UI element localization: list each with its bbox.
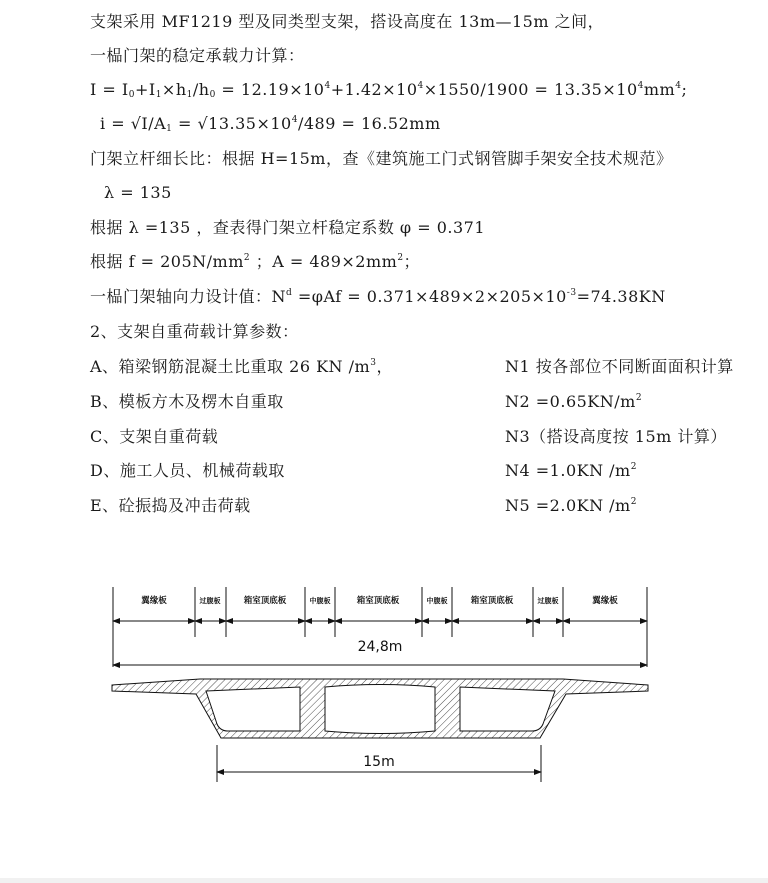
box-girder-cross-section-diagram [100, 585, 660, 785]
section-heading: 2、支架自重荷载计算参数： [90, 322, 299, 341]
formula-moment-of-inertia: $I = I_0+I_1\times h_1/h_0 = 12.19\times 10^4+1.42\times 10^4\times 1550/1900 = 13.35\times 10^4mm^4$; [90, 80, 688, 100]
zone-label: 箱室顶底板 [356, 596, 400, 606]
zone-label: 中腹板 [309, 597, 331, 605]
overall-width-label: 24,8m [357, 639, 403, 655]
load-row: E、砼振捣及冲击荷载 N5 =2.0KN $/m^2$ [90, 496, 637, 515]
girder-section [112, 679, 648, 738]
formula-slenderness: λ = 135 [104, 183, 172, 202]
bottom-width-label: 15m [363, 754, 395, 770]
load-row: D、施工人员、机械荷载取 N4 =1.0KN $/m^2$ [90, 461, 637, 480]
load-row: C、支架自重荷载 N3（搭设高度按 15m 计算） [90, 427, 727, 446]
load-row: A、箱梁钢筋混凝土比重取 26 KN $/m^3$， N1 按各部位不同断面面积计算 [90, 357, 734, 376]
zone-label: 过腹板 [537, 597, 559, 605]
load-row: B、模板方木及楞木自重取 $N2 =0.65KN/m^2$ [90, 392, 643, 411]
zone-label: 翼缘板 [592, 596, 618, 606]
zone-label: 中腹板 [426, 597, 448, 605]
overall-width-dimension [113, 639, 647, 665]
formula-strength: 根据 $f = 205N/mm^2$ ；$A = 489\times 2mm^2$； [90, 252, 421, 271]
zone-label: 箱室顶底板 [470, 596, 514, 606]
page-bottom-border [0, 878, 768, 883]
bottom-width-dimension [217, 745, 541, 782]
zone-label: 翼缘板 [141, 596, 167, 606]
zone-label: 箱室顶底板 [243, 596, 287, 606]
formula-axial-force: 一榀门架轴向力设计值：$N^d =\varphi Af = 0.371\times 489\times 2\times 205\times 10^{-3}=74.38KN$ [90, 287, 666, 306]
text-line: 一榀门架的稳定承载力计算： [90, 46, 305, 65]
text-line: 支架采用 MF1219 型及同类型支架，搭设高度在 13m—15m 之间， [90, 12, 605, 31]
text-line: 门架立杆细长比：根据 H=15m，查《建筑施工门式钢管脚手架安全技术规范》 [90, 149, 673, 168]
formula-radius-of-gyration: $i = √I/A_1 = √13.35\times 10^4/489 = 16.52mm$ [100, 114, 441, 134]
zone-label: 过腹板 [199, 597, 221, 605]
text-line: 根据 λ =135 ，查表得门架立杆稳定系数 φ = 0.371 [90, 218, 486, 237]
